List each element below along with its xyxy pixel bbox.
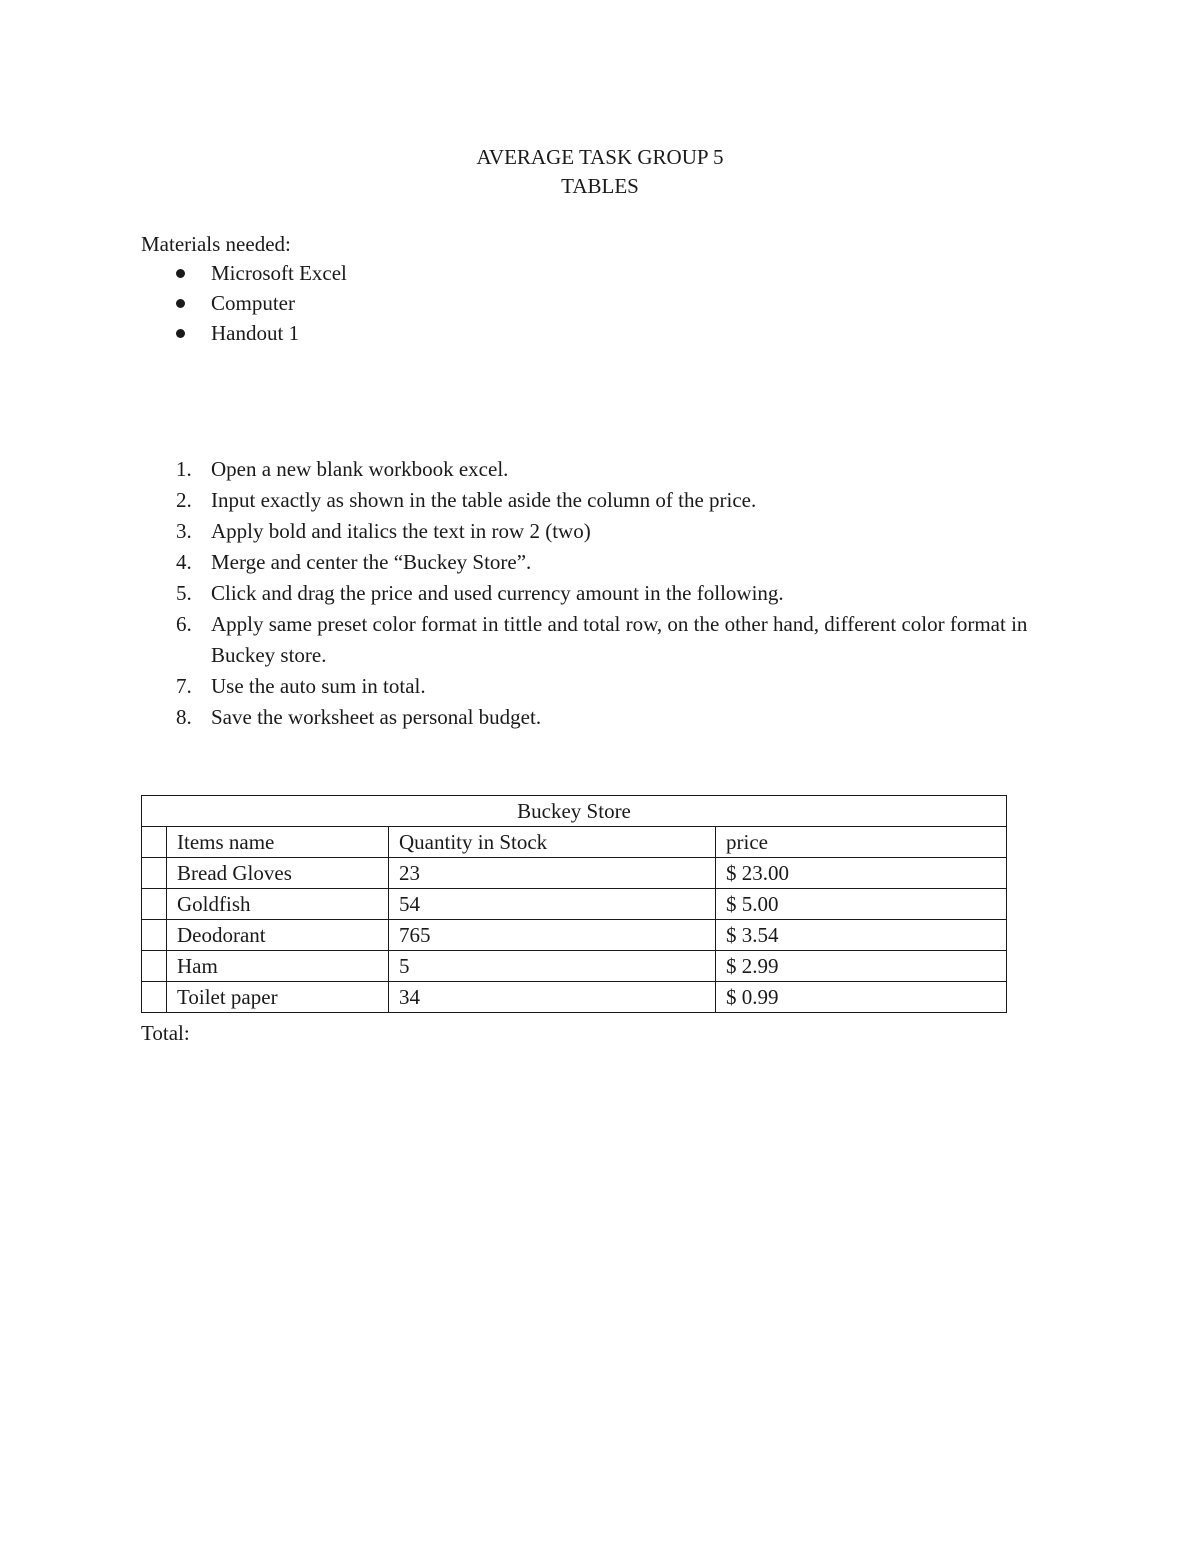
list-item-text: Computer: [211, 291, 295, 315]
list-item-text: Handout 1: [211, 321, 300, 345]
table-cell: Ham: [167, 951, 389, 982]
table-cell: $ 23.00: [716, 858, 1007, 889]
list-item-text: Microsoft Excel: [211, 261, 347, 285]
row-stub-cell: [142, 982, 167, 1013]
table-cell: $ 0.99: [716, 982, 1007, 1013]
table-cell: Bread Gloves: [167, 858, 389, 889]
step-text: Save the worksheet as personal budget.: [211, 705, 542, 729]
table-row: [142, 858, 1007, 889]
bullet-icon: [176, 299, 185, 308]
step-item: [0, 578, 1200, 609]
step-item: [0, 516, 1200, 547]
steps-list: [0, 454, 1200, 733]
step-text: Open a new blank workbook excel.: [211, 457, 509, 481]
header-cell-items: Items name: [167, 827, 389, 858]
step-text: Input exactly as shown in the table aside the column of the price.: [211, 488, 757, 512]
step-item: [0, 485, 1200, 516]
row-stub-cell: [142, 889, 167, 920]
header-cell-price: price: [716, 827, 1007, 858]
table-cell: 34: [389, 982, 716, 1013]
table-cell: 23: [389, 858, 716, 889]
step-number: 1.: [176, 457, 192, 481]
table-caption: Buckey Store: [142, 796, 1007, 827]
step-item: [0, 609, 1200, 671]
step-text: Merge and center the “Buckey Store”.: [211, 550, 532, 574]
table-cell: $ 5.00: [716, 889, 1007, 920]
table-row: [142, 920, 1007, 951]
table-cell: $ 2.99: [716, 951, 1007, 982]
step-number: 4.: [176, 550, 192, 574]
document-subtitle: TABLES: [561, 174, 639, 198]
table-cell: 54: [389, 889, 716, 920]
store-table: [141, 795, 1007, 1013]
step-text: Use the auto sum in total.: [211, 674, 426, 698]
table-cell: Deodorant: [167, 920, 389, 951]
step-item: [0, 671, 1200, 702]
row-stub-cell: [142, 920, 167, 951]
table-cell: Toilet paper: [167, 982, 389, 1013]
step-number: 2.: [176, 488, 192, 512]
row-stub-cell: [142, 951, 167, 982]
total-label: Total:: [141, 1021, 190, 1045]
step-text: Apply bold and italics the text in row 2 (two): [211, 519, 591, 543]
step-number: 8.: [176, 705, 192, 729]
table-cell: 765: [389, 920, 716, 951]
table-row: [142, 951, 1007, 982]
step-text: Apply same preset color format in tittle and total row, on the other hand, different color format in Buckey store.: [211, 612, 1028, 667]
step-item: [0, 547, 1200, 578]
table-cell: 5: [389, 951, 716, 982]
table-row: [142, 889, 1007, 920]
step-item: [0, 702, 1200, 733]
title-block: [0, 143, 1200, 201]
bullet-icon: [176, 269, 185, 278]
step-item: [0, 454, 1200, 485]
table-cell: Goldfish: [167, 889, 389, 920]
header-cell-quantity: Quantity in Stock: [389, 827, 716, 858]
table-header-row: [142, 827, 1007, 858]
step-number: 5.: [176, 581, 192, 605]
row-stub-cell: [142, 858, 167, 889]
bullet-icon: [176, 329, 185, 338]
materials-label: Materials needed:: [141, 232, 291, 256]
step-number: 3.: [176, 519, 192, 543]
step-number: 6.: [176, 612, 192, 636]
step-number: 7.: [176, 674, 192, 698]
row-stub-cell: [142, 827, 167, 858]
table-row: [142, 982, 1007, 1013]
table-cell: $ 3.54: [716, 920, 1007, 951]
document-title: AVERAGE TASK GROUP 5: [476, 145, 724, 169]
step-text: Click and drag the price and used currency amount in the following.: [211, 581, 784, 605]
table-caption-row: [142, 796, 1007, 827]
